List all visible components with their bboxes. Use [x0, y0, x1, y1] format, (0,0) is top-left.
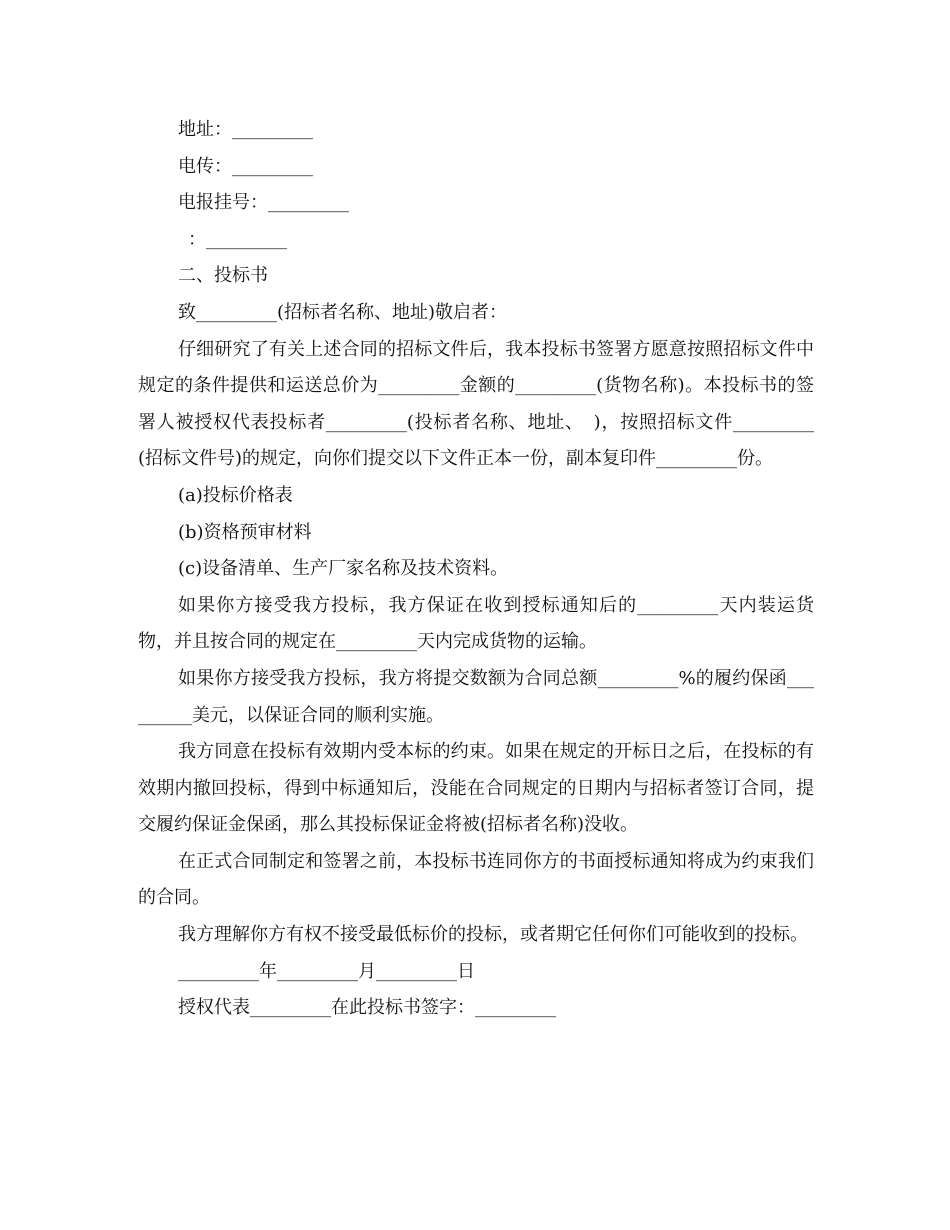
paragraph-performance-bond: 如果你方接受我方投标，我方将提交数额为合同总额_________%的履约保函_________美元，以保证合同的顺利实施。	[138, 667, 814, 726]
date-line: _________年_________月_________日	[178, 960, 475, 982]
address-line: 地址：_________	[178, 119, 313, 140]
item-prequalification: (b)资格预审材料	[178, 521, 312, 543]
telex-line: 电传：_________	[178, 155, 313, 177]
paragraph-binding-contract: 在正式合同制定和签署之前，本投标书连同你方的书面授标通知将成为约束我们的合同。	[138, 850, 814, 909]
cable-line: 电报挂号：_________	[178, 192, 349, 214]
paragraph-lowest-bid: 我方理解你方有权不接受最低标价的投标，或者期它任何你们可能收到的投标。	[178, 924, 808, 946]
item-equipment-list: (c)设备清单、生产厂家名称及技术资料。	[178, 558, 509, 580]
section-title: 二、投标书	[178, 265, 268, 287]
item-price-schedule: (a)投标价格表	[178, 484, 293, 506]
document-page	[138, 112, 814, 1027]
signature-line: 授权代表_________在此投标书签字：_________	[178, 997, 556, 1019]
paragraph-shipment: 如果你方接受我方投标，我方保证在收到授标通知后的_________天内装运货物，并且按合同的规定在_________天内完成货物的运输。	[138, 594, 814, 653]
paragraph-tender-intent: 仔细研究了有关上述合同的招标文件后，我本投标书签署方愿意按照招标文件中规定的条件提供和运送总价为_________金额的_________(货物名称)。本投标书的签署人被授权代表投标者_________(投标者名称、地址、 )，按照招标文件_________(招标文件号)的规定，向你们提交以下文件正本一份，副本复印件_________份。	[138, 338, 814, 470]
paragraph-validity: 我方同意在投标有效期内受本标的约束。如果在规定的开标日之后，在投标的有效期内撤回投标，得到中标通知后，没能在合同规定的日期内与招标者签订合同，提交履约保证金保函，那么其投标保证金将被(招标者名称)没收。	[138, 741, 814, 836]
blank-colon-line: ：_________	[188, 228, 287, 250]
salutation-line: 致_________(招标者名称、地址)敬启者：	[178, 301, 508, 323]
